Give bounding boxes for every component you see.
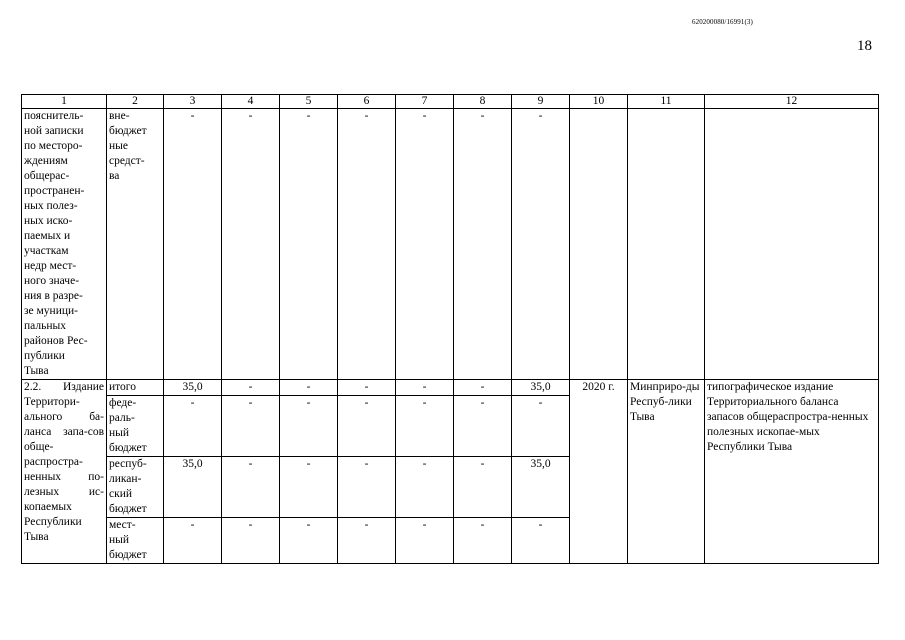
column-number-row [22,95,879,109]
column-number: 8 [454,95,512,109]
column-number: 1 [22,95,107,109]
column-number: 5 [280,95,338,109]
column-number: 3 [164,95,222,109]
value-cell: - [454,396,512,457]
value-cell: 35,0 [512,380,570,396]
value-cell: - [164,518,222,564]
value-cell: - [222,518,280,564]
funding-source-cell: итого [107,380,164,396]
executor-cell [628,109,705,380]
value-cell: - [454,109,512,380]
column-number: 6 [338,95,396,109]
column-number: 4 [222,95,280,109]
budget-table [21,94,879,564]
value-cell: 35,0 [512,457,570,518]
value-cell: - [396,109,454,380]
value-cell: - [512,518,570,564]
value-cell: - [454,457,512,518]
value-cell: - [396,518,454,564]
column-number: 7 [396,95,454,109]
column-number: 12 [705,95,879,109]
value-cell: - [280,396,338,457]
value-cell: 35,0 [164,380,222,396]
result-cell [705,109,879,380]
column-number: 2 [107,95,164,109]
value-cell: - [338,457,396,518]
column-number: 11 [628,95,705,109]
value-cell: - [512,109,570,380]
value-cell: - [338,109,396,380]
value-cell: - [512,396,570,457]
page-number: 18 [857,38,872,54]
value-cell: - [222,457,280,518]
table-row [22,109,879,380]
funding-source-cell: вне- бюджет ные средст- ва [107,109,164,380]
funding-source-cell: феде- раль- ный бюджет [107,396,164,457]
activity-name-cell: 2.2. Издание Территори-ального ба-ланса запа-сов обще-распростра-ненных по-лезных ис-копаемых Республики Тыва [22,380,107,564]
activity-name-cell: пояснитель- ной записки по месторо- ждениям общерас- пространен- ных полез- ных иско- паемых и участкам недр мест- ного значе- ния в разре- зе муници- пальных районов Рес- публики Тыва [22,109,107,380]
funding-source-cell: мест- ный бюджет [107,518,164,564]
document-id: 620200080/16991(3) [692,18,753,26]
deadline-cell [570,109,628,380]
value-cell: - [338,518,396,564]
value-cell: - [280,457,338,518]
funding-source-cell: респуб- ликан- ский бюджет [107,457,164,518]
value-cell: - [222,380,280,396]
value-cell: - [280,109,338,380]
deadline-cell: 2020 г. [570,380,628,564]
executor-cell: Минприро-ды Респуб-лики Тыва [628,380,705,564]
value-cell: - [164,396,222,457]
value-cell: - [222,109,280,380]
value-cell: - [454,380,512,396]
value-cell: - [222,396,280,457]
value-cell: - [338,380,396,396]
table-row [22,380,879,396]
value-cell: 35,0 [164,457,222,518]
value-cell: - [396,380,454,396]
value-cell: - [164,109,222,380]
value-cell: - [280,518,338,564]
value-cell: - [396,396,454,457]
column-number: 9 [512,95,570,109]
value-cell: - [338,396,396,457]
column-number: 10 [570,95,628,109]
value-cell: - [396,457,454,518]
result-cell: типографическое издание Территориального баланса запасов общераспростра-ненных полезных ископае-мых Республики Тыва [705,380,879,564]
value-cell: - [280,380,338,396]
value-cell: - [454,518,512,564]
